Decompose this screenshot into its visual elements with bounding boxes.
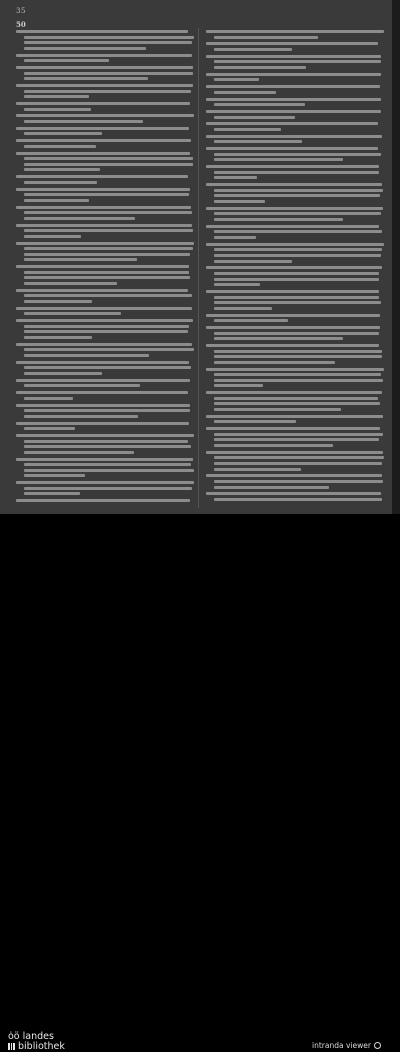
text-line [206,30,384,33]
text-line [214,218,343,221]
text-line [206,42,378,45]
text-column-right [206,30,384,508]
text-line [214,486,329,489]
text-line [24,415,138,418]
text-line [16,54,192,57]
text-line [206,165,379,168]
text-line [24,59,109,62]
text-line [214,36,318,39]
text-line [16,404,190,407]
text-line [16,458,193,461]
text-line [24,440,188,443]
text-line [206,290,379,293]
text-line [24,247,193,250]
text-line [214,438,379,441]
text-line [16,319,193,322]
text-line [16,152,190,155]
text-line [214,283,260,286]
text-line [214,278,379,281]
text-line [214,254,381,257]
text-line [206,427,380,430]
text-line [214,350,382,353]
text-line [214,498,382,501]
text-line [16,422,189,425]
text-line [214,332,379,335]
text-line [214,128,281,131]
text-line [24,330,188,333]
text-line [24,157,193,160]
text-line [16,139,191,142]
text-line [214,200,265,203]
text-line [206,266,382,269]
text-line [206,243,384,246]
text-line [16,188,190,191]
text-line [24,397,73,400]
text-line [206,55,381,58]
text-line [24,72,193,75]
viewer-footer [0,514,400,1052]
text-line [214,433,383,436]
library-logo[interactable] [8,1032,65,1052]
scanned-page [0,0,400,514]
text-line [16,30,188,33]
text-line [214,194,380,197]
text-line [24,217,135,220]
text-line [214,456,384,459]
column-divider [198,28,199,508]
viewer-link[interactable] [312,1041,381,1050]
text-line [206,415,383,418]
logo-bars-icon [8,1042,16,1052]
text-line [214,444,333,447]
text-line [24,95,89,98]
text-line [16,265,189,268]
text-line [16,84,193,87]
text-line [214,48,292,51]
text-line [214,230,382,233]
text-line [16,127,189,130]
text-line [206,147,378,150]
text-line [206,225,379,228]
text-line [206,207,383,210]
text-line [24,120,143,123]
text-line [214,66,306,69]
text-line [24,253,190,256]
text-line [214,140,302,143]
text-line [16,434,194,437]
text-line [16,206,191,209]
text-line [214,468,301,471]
text-line [214,176,257,179]
text-line [206,391,382,394]
text-line [214,158,343,161]
text-line [24,300,92,303]
text-line [214,408,341,411]
text-line [16,175,188,178]
text-line [24,36,194,39]
logo-line-2: bibliothek [18,1041,65,1052]
text-line [214,480,383,483]
text-line [24,145,96,148]
text-line [24,90,191,93]
text-line [214,420,296,423]
viewer-logo-icon [374,1042,381,1049]
text-line [16,66,193,69]
text-line [206,135,382,138]
text-line [214,402,380,405]
text-line [214,153,381,156]
running-number: 35 [16,7,26,15]
text-line [206,368,384,371]
text-line [16,361,189,364]
text-line [214,296,379,299]
text-line [24,336,92,339]
viewer-label: intranda viewer [312,1041,371,1050]
text-line [24,372,102,375]
text-line [206,326,380,329]
text-line [206,492,381,495]
text-line [24,354,149,357]
text-line [24,211,192,214]
text-line [24,163,193,166]
text-line [24,474,85,477]
text-line [24,294,192,297]
text-line [16,499,190,502]
text-line [214,260,292,263]
text-line [214,248,382,251]
text-line [214,319,288,322]
text-line [206,122,378,125]
text-line [24,276,190,279]
page-edge-shadow [392,0,400,514]
text-line [16,224,192,227]
text-line [206,85,380,88]
text-line [214,337,343,340]
text-line [24,492,80,495]
text-line [16,481,194,484]
text-line [24,451,134,454]
text-line [214,373,381,376]
text-line [24,47,146,50]
text-line [16,242,194,245]
text-line [206,110,381,113]
text-line [16,307,192,310]
logo-line-1: ȯö landes [8,1031,54,1042]
page-number: 50 [16,20,26,29]
text-line [24,229,193,232]
text-line [24,463,191,466]
text-line [24,384,140,387]
text-line [214,212,381,215]
text-line [214,379,383,382]
text-line [214,60,381,63]
text-line [214,236,256,239]
text-line [206,344,379,347]
text-line [24,235,81,238]
text-line [16,102,190,105]
text-line [214,397,378,400]
text-line [206,98,381,101]
text-line [24,271,189,274]
text-line [24,168,100,171]
text-line [214,355,382,358]
text-line [206,451,383,454]
text-line [16,343,192,346]
text-line [214,116,295,119]
text-line [206,314,380,317]
text-line [206,474,382,477]
text-line [24,469,194,472]
text-line [24,409,190,412]
text-line [214,171,379,174]
text-line [24,325,189,328]
text-line [214,462,382,465]
text-line [24,282,117,285]
text-line [214,189,383,192]
text-line [214,272,379,275]
text-line [214,78,259,81]
text-line [24,181,97,184]
text-line [214,361,335,364]
text-line [24,487,192,490]
text-line [214,307,272,310]
text-line [16,391,188,394]
text-line [24,199,89,202]
text-line [214,301,381,304]
text-line [24,77,148,80]
text-column-left [16,30,194,508]
text-line [24,258,137,261]
text-line [24,132,102,135]
text-line [24,348,194,351]
text-line [24,41,192,44]
text-line [214,91,276,94]
text-line [214,384,263,387]
text-line [16,379,190,382]
text-line [24,445,191,448]
text-line [24,427,75,430]
text-line [24,312,121,315]
text-line [214,103,305,106]
text-line [206,73,381,76]
text-line [24,366,191,369]
text-line [24,108,91,111]
text-line [206,183,382,186]
text-line [24,193,189,196]
text-line [16,114,194,117]
text-line [16,289,188,292]
